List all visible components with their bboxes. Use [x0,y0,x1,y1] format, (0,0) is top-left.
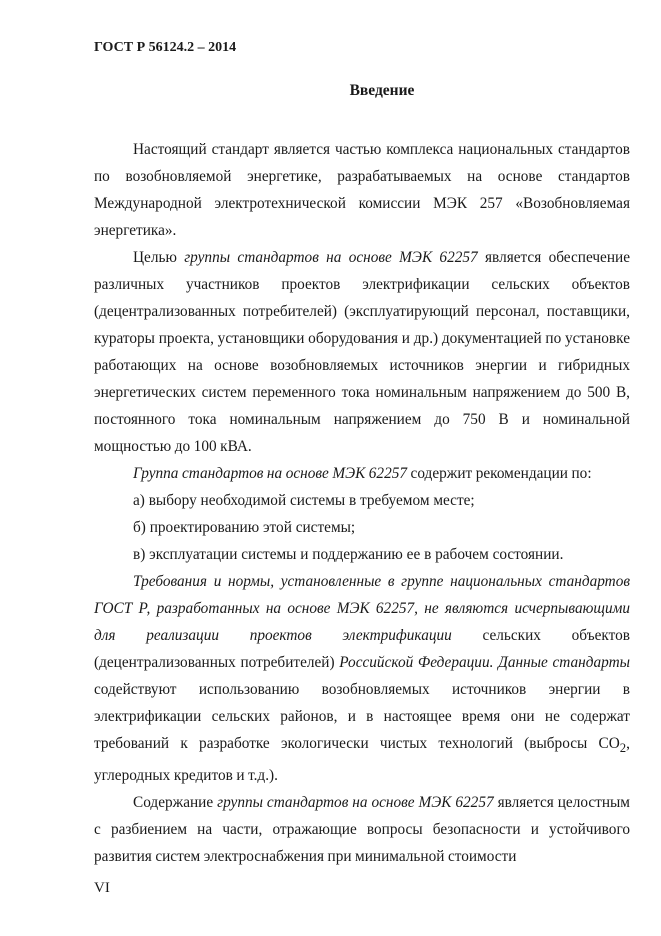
list-item: б) проектированию этой системы; [133,519,356,536]
document-body [94,136,630,870]
list-item: а) выбору необходимой системы в требуемом месте; [133,492,475,509]
content-rest: является целостным с разбиением на части, отражающие вопросы безопасности и устойчивого развития систем электроснабжения при минимальной стоимости [94,794,630,866]
paragraph-intro: Настоящий стандарт является частью комплекса национальных стандартов по возобновляемой энергетике, разрабатываемых на основе стандартов Международной электротехнической комиссии МЭК 257 «Возобновляемая энергетика». [94,141,630,239]
requirements-italic-1: Требования и нормы, установленные в группе национальных стандартов ГОСТ Р, разработанных на основе МЭК 62257, не являются исчерпывающими для реализации проектов электрификации [94,573,630,644]
requirements-text-2: содействуют использованию возобновляемых источников энергии в электрификации сельских районов, и в настоящее время они не содержат требований к разработке экологически чистых технологий (выбросы CO [94,681,630,752]
co2-subscript: 2 [619,741,627,756]
content-italic: группы стандартов на основе МЭК 62257 [217,794,494,812]
paragraph-requirements [94,568,630,789]
content-lead: Содержание [133,794,218,812]
recommendations-rest: содержит рекомендации по: [407,465,592,482]
document-code-header: ГОСТ Р 56124.2 – 2014 [94,40,237,55]
paragraph-recommendations [94,460,630,487]
goal-lead: Целью [133,249,185,266]
list-item: в) эксплуатации системы и поддержанию ее в рабочем состоянии. [133,546,564,563]
goal-italic: группы стандартов на основе МЭК 62257 [184,249,478,266]
section-title: Введение [349,82,415,99]
paragraph-content [94,789,630,870]
requirements-text-3: , углеродных кредитов и т.д.). [94,735,630,785]
paragraph-goal [94,244,630,460]
requirements-text-1: сельских объектов (децентрализованных потребителей) [94,627,630,671]
recommendations-italic: Группа стандартов на основе МЭК 62257 [133,465,408,482]
goal-rest: является обеспечение различных участников проектов электрификации сельских объектов (децентрализованных потребителей) (эксплуатирующий персонал, поставщики, кураторы проекта, установщики оборудования и др.) документацией по установке работающих на основе возобновляемых источников энергии и гибридных энергетических систем переменного тока номинальным напряжением до 500 В, постоянного тока номинальным напряжением до 750 В и номинальной мощностью до 100 кВА. [94,249,630,455]
requirements-italic-2: Российской Федерации. Данные стандарты [339,654,630,671]
page-number: VI [94,880,110,896]
